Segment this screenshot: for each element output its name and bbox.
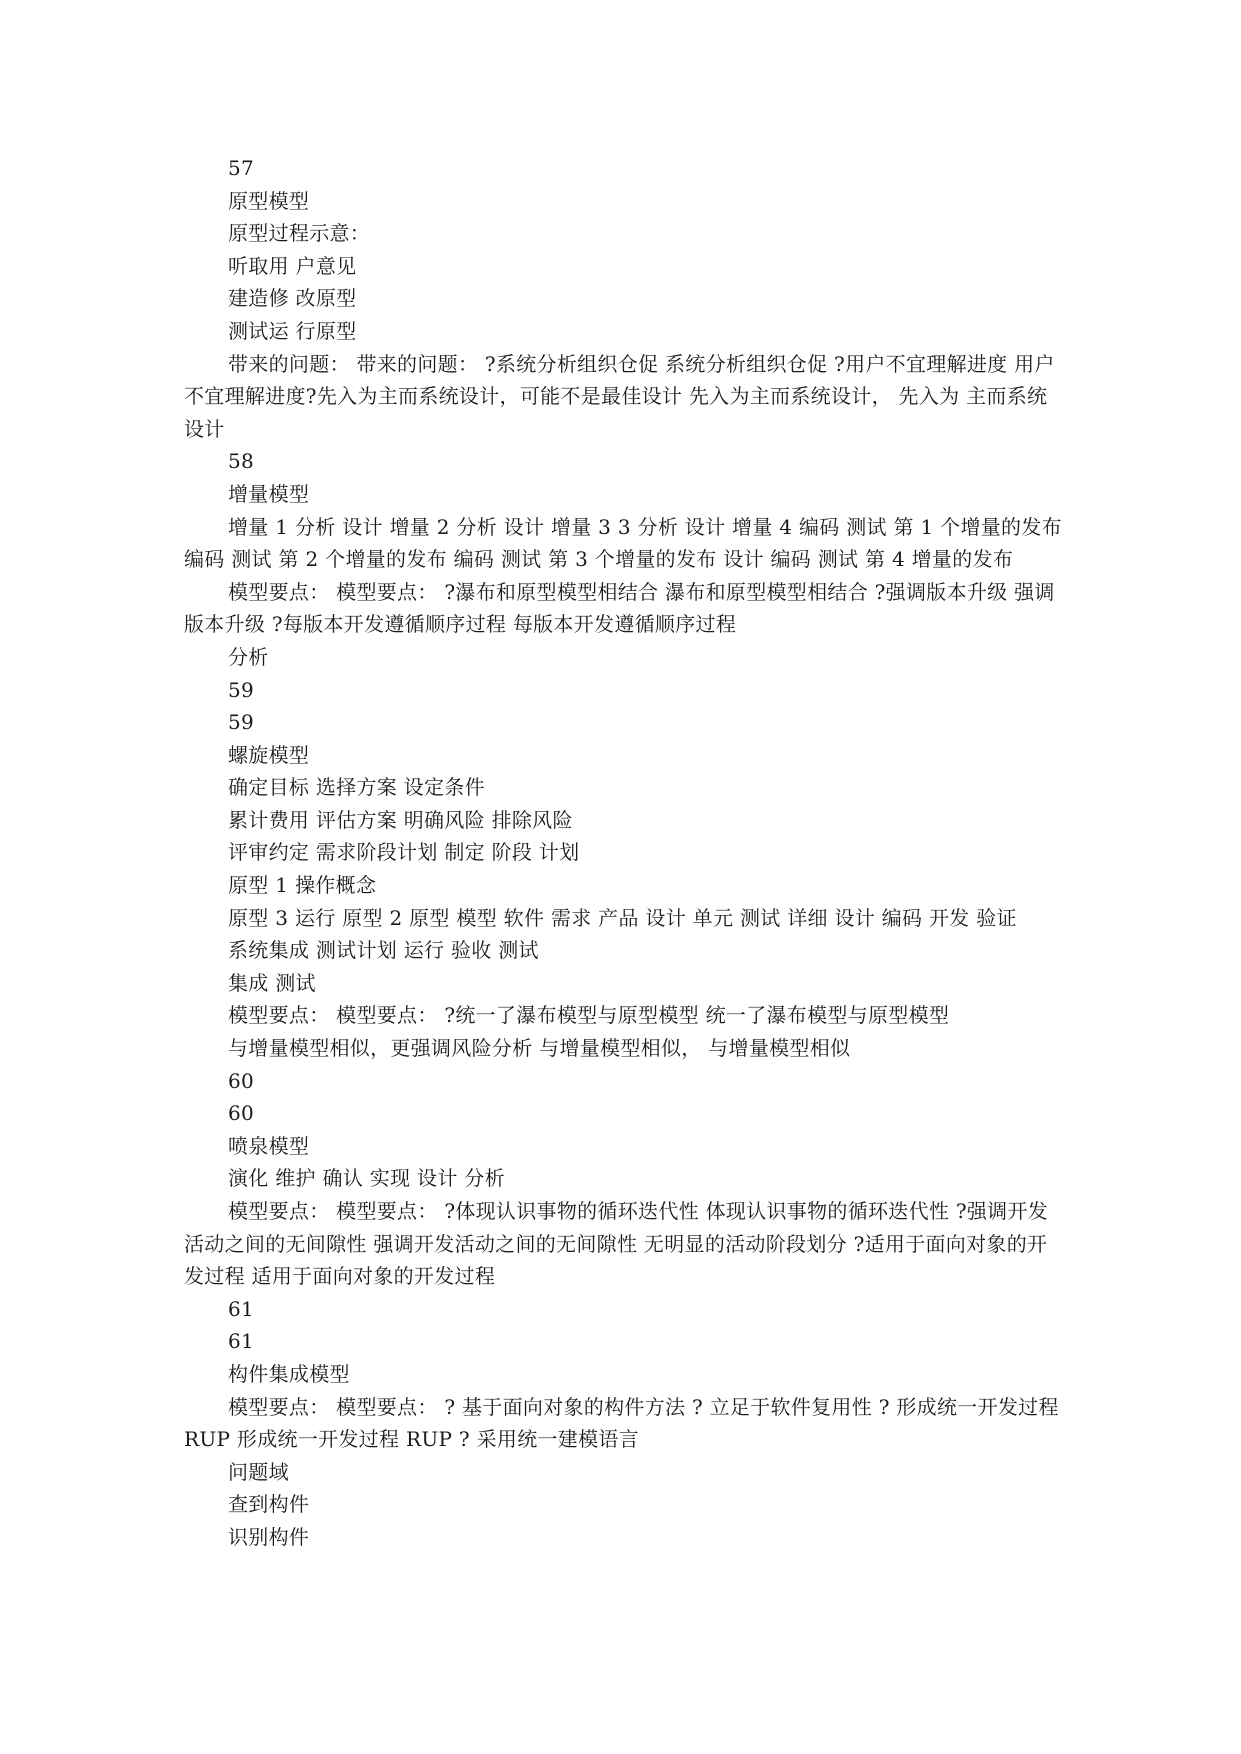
heading-prototype-model: 原型模型 bbox=[228, 188, 310, 213]
text-line: 查到构件 bbox=[228, 1492, 310, 1517]
page-number-57: 57 bbox=[228, 156, 255, 180]
paragraph-spiral-steps: 原型 3 运行 原型 2 原型 模型 软件 需求 产品 设计 单元 测试 详细 设计 编码 开发 验证 bbox=[228, 905, 1017, 930]
document-page bbox=[184, 152, 1069, 1554]
paragraph-problems: 带来的问题： 带来的问题： ?系统分析组织仓促 系统分析组织仓促 ?用户不宜理解进度 用户不宜理解进度?先入为主而系统设计，可能不是最佳设计 先入为主而系统设计， 先入为 主而系统设计 bbox=[184, 351, 1055, 441]
text-line: 原型 1 操作概念 bbox=[228, 873, 377, 898]
heading-component-model: 构件集成模型 bbox=[228, 1361, 350, 1386]
heading-fountain-model: 喷泉模型 bbox=[228, 1133, 310, 1158]
text-line: 测试运 行原型 bbox=[228, 318, 357, 343]
text-line: 累计费用 评估方案 明确风险 排除风险 bbox=[228, 807, 573, 832]
text-line: 演化 维护 确认 实现 设计 分析 bbox=[228, 1166, 505, 1191]
page-number-59: 59 bbox=[228, 677, 255, 702]
text-line: 与增量模型相似，更强调风险分析 与增量模型相似， 与增量模型相似 bbox=[228, 1036, 851, 1061]
paragraph-key-points: 模型要点： 模型要点： ? 基于面向对象的构件方法 ? 立足于软件复用性 ? 形成统一开发过程 RUP 形成统一开发过程 RUP ? 采用统一建模语言 bbox=[184, 1394, 1066, 1452]
text-line: 问题域 bbox=[228, 1459, 289, 1484]
page-number-60: 60 bbox=[228, 1068, 255, 1093]
paragraph-key-points: 模型要点： 模型要点： ?瀑布和原型模型相结合 瀑布和原型模型相结合 ?强调版本升级 强调版本升级 ?每版本开发遵循顺序过程 每版本开发遵循顺序过程 bbox=[184, 579, 1055, 637]
page-number-59: 59 bbox=[228, 710, 255, 735]
paragraph-increments: 增量 1 分析 设计 增量 2 分析 设计 增量 3 3 分析 设计 增量 4 编码 测试 第 1 个增量的发布 编码 测试 第 2 个增量的发布 编码 测试 第 3 个增量的发布 设计 编码 测试 第 4 增量的发布 bbox=[184, 514, 1069, 572]
text-line: 确定目标 选择方案 设定条件 bbox=[228, 775, 485, 800]
text-line: 系统集成 测试计划 运行 验收 测试 bbox=[228, 938, 539, 963]
text-line: 建造修 改原型 bbox=[228, 286, 357, 311]
text-line: 集成 测试 bbox=[228, 970, 316, 995]
heading-incremental-model: 增量模型 bbox=[228, 481, 310, 506]
page-number-61: 61 bbox=[228, 1329, 255, 1354]
text-line: 分析 bbox=[228, 644, 269, 669]
paragraph-key-points: 模型要点： 模型要点： ?体现认识事物的循环迭代性 体现认识事物的循环迭代性 ?强调开发活动之间的无间隙性 强调开发活动之间的无间隙性 无明显的活动阶段划分 ?适用于面向对象的开发过程 适用于面向对象的开发过程 bbox=[184, 1199, 1049, 1289]
heading-spiral-model: 螺旋模型 bbox=[228, 742, 310, 767]
page-number-61: 61 bbox=[228, 1296, 255, 1321]
paragraph-key-points: 模型要点： 模型要点： ?统一了瀑布模型与原型模型 统一了瀑布模型与原型模型 bbox=[228, 1003, 950, 1028]
page-number-60: 60 bbox=[228, 1101, 255, 1126]
page-number-58: 58 bbox=[228, 449, 255, 474]
text-line: 识别构件 bbox=[228, 1524, 310, 1549]
text-line: 原型过程示意： bbox=[228, 221, 371, 246]
text-line: 听取用 户意见 bbox=[228, 253, 357, 278]
text-line: 评审约定 需求阶段计划 制定 阶段 计划 bbox=[228, 840, 580, 865]
